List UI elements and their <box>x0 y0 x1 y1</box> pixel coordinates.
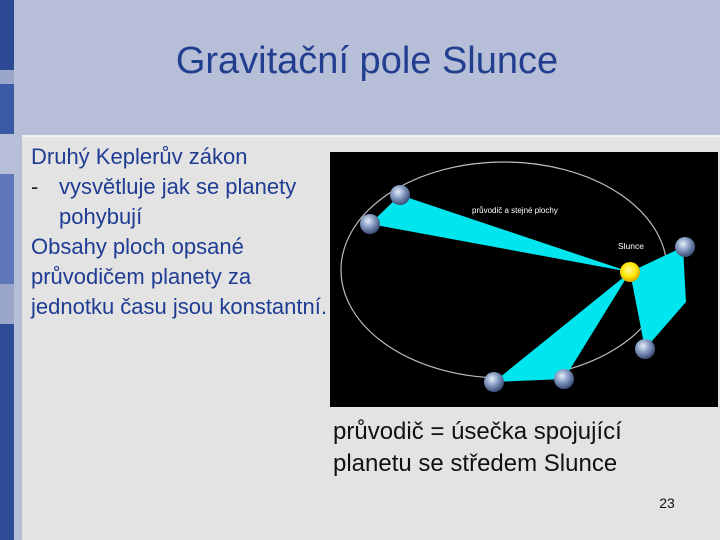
kepler-diagram-svg <box>330 152 718 407</box>
decorative-side-stripes <box>0 0 14 540</box>
planet-6 <box>484 372 504 392</box>
caption: průvodič = úsečka spojující planetu se středem Slunce <box>333 418 622 477</box>
swept-area-right <box>630 247 686 349</box>
law-text: Obsahy ploch opsané průvodičem planety za jednotku času jsou konstantní. <box>31 234 327 319</box>
slide-number: 23 <box>659 495 675 511</box>
bullet-text: vysvětluje jak se planety pohybují <box>59 174 297 229</box>
planet-4 <box>635 339 655 359</box>
label-sun: Slunce <box>618 241 644 251</box>
kepler-diagram <box>330 152 718 407</box>
body-heading: Druhý Keplerův zákon <box>31 144 248 169</box>
slide-title: Gravitační pole Slunce <box>175 40 559 82</box>
swept-area-bottom <box>494 272 630 382</box>
sun <box>620 262 640 282</box>
planet-5 <box>554 369 574 389</box>
planet-1 <box>390 185 410 205</box>
content-divider <box>22 135 720 137</box>
bullet-item <box>31 172 331 232</box>
body-text <box>31 142 331 322</box>
planet-3 <box>675 237 695 257</box>
orbit-ellipse <box>341 162 667 378</box>
label-swept-areas: průvodič a stejné plochy <box>472 206 558 215</box>
planet-2 <box>360 214 380 234</box>
bullet-dash: - <box>31 174 39 199</box>
